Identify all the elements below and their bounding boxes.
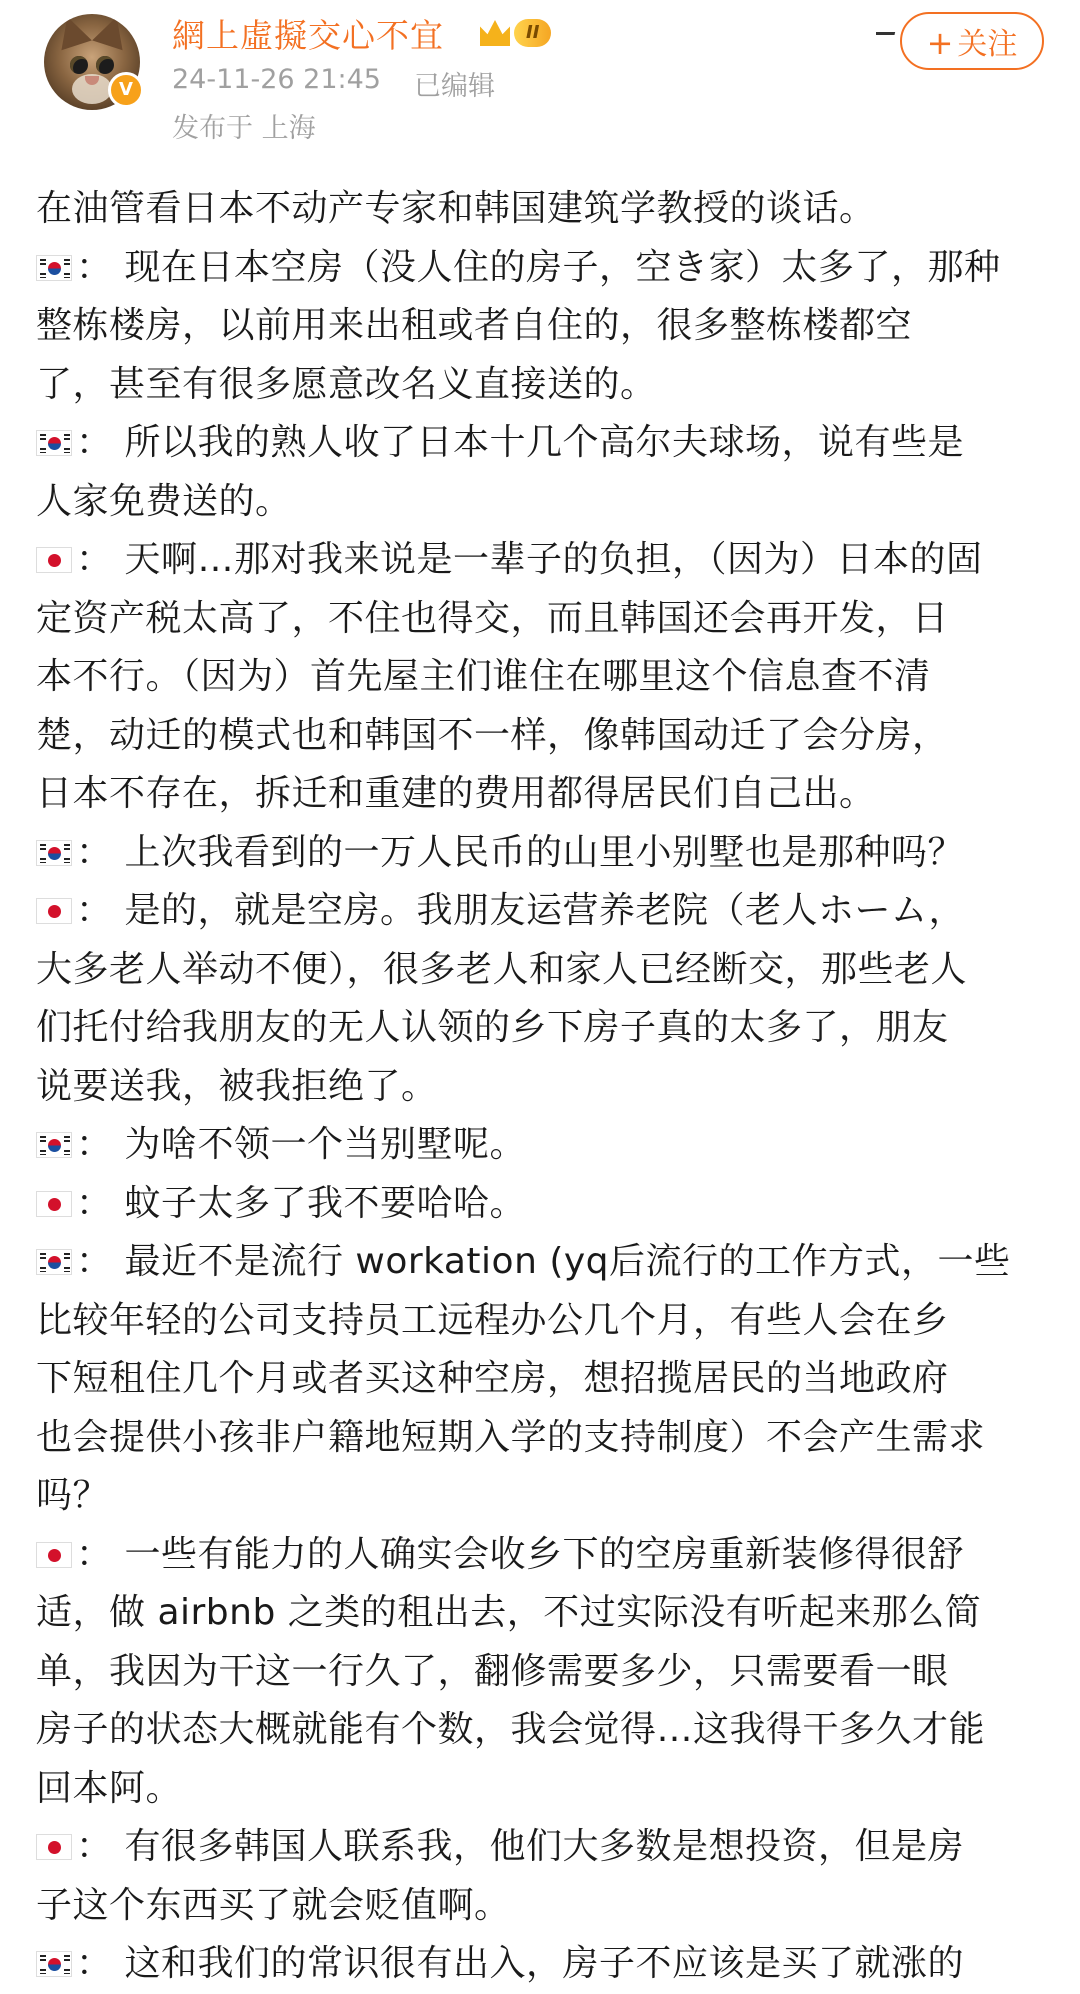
post-line [36,824,1046,883]
level-badge[interactable] [478,16,551,50]
post-line [36,1701,1046,1760]
post-line-text: 人家免费送的。 [36,480,292,522]
avatar-eye [96,56,114,74]
post-line-text: 子这个东西买了就会贬值啊。 [36,1884,511,1926]
post-line [36,356,1046,415]
post-line [36,1116,1046,1175]
post-line [36,180,1046,239]
japan-flag-icon [36,547,72,573]
post-timestamp: 24-11-26 21:45 [172,64,381,95]
post-line [36,531,1046,590]
post-line-text: 了，甚至有很多愿意改名义直接送的。 [36,363,657,405]
japan-flag-icon [36,1191,72,1217]
japan-flag-icon [36,898,72,924]
korea-flag-icon [36,1951,72,1977]
post-line [36,1467,1046,1526]
post-line [36,1584,1046,1643]
japan-flag-icon [36,1542,72,1568]
post-line [36,473,1046,532]
post-line [36,882,1046,941]
post-line [36,1526,1046,1585]
post-line-text: 在油管看日本不动产专家和韩国建筑学教授的谈话。 [36,188,876,229]
post-line-text: ： 有很多韩国人联系我，他们大多数是想投资，但是房 [76,1826,964,1867]
avatar-ear [92,14,132,50]
post-line-text: 定资产税太高了，不住也得交，而且韩国还会再开发，日 [36,597,949,639]
post-line [36,297,1046,356]
post-header [0,0,1080,165]
post-line [36,1292,1046,1351]
post-body [36,180,1046,1994]
korea-flag-icon [36,1249,72,1275]
avatar-ear [52,14,92,50]
post-line-text: 下短租住几个月或者买这种空房，想招揽居民的当地政府 [36,1358,949,1399]
post-line-text: 楚，动迁的模式也和韩国不一样，像韩国动迁了会分房， [36,714,949,756]
post-line [36,707,1046,766]
level-label: II [514,19,551,47]
post-line [36,1233,1046,1292]
plus-icon: + [926,24,954,62]
post-line [36,1350,1046,1409]
post-line [36,1058,1046,1117]
avatar-eye [70,56,88,74]
korea-flag-icon [36,1132,72,1158]
post-line-text: ： 现在日本空房（没人住的房子，空き家）太多了，那种 [76,246,1001,288]
post-line-text: ： 所以我的熟人收了日本十几个高尔夫球场，说有些是 [76,422,964,463]
post-line [36,1877,1046,1936]
verified-badge-icon: V [108,72,144,108]
post-line [36,765,1046,824]
post-location: 发布于 上海 [172,113,316,144]
post-line-text: 房子的状态大概就能有个数，我会觉得…这我得干多久才能 [36,1709,986,1750]
korea-flag-icon [36,430,72,456]
username[interactable]: 網上虛擬交心不宜 [172,16,444,55]
edited-label[interactable]: 已编辑 [414,71,495,102]
post-line-text: 适，做 airbnb 之类的租出去，不过实际没有听起来那么简 [36,1592,982,1633]
korea-flag-icon [36,255,72,281]
post-line-text: ： 上次我看到的一万人民币的山里小别墅也是那种吗？ [76,831,964,873]
follow-label: 关注 [957,27,1018,62]
korea-flag-icon [36,840,72,866]
post-line-text: 大多老人举动不便），很多老人和家人已经断交，那些老人 [36,948,968,990]
post-line [36,1175,1046,1234]
follow-button[interactable] [900,12,1044,70]
crown-icon [478,16,512,50]
post-line [36,590,1046,649]
post-line [36,1935,1046,1994]
post-line-text: ： 为啥不领一个当别墅呢。 [76,1124,526,1165]
post-line-text: ： 蚊子太多了我不要哈哈。 [76,1182,526,1224]
post-line-text: 单，我因为干这一行久了，翻修需要多少，只需要看一眼 [36,1650,949,1692]
post-line-text: ： 最近不是流行 workation (yq后流行的工作方式，一些 [76,1241,1011,1282]
post-line [36,941,1046,1000]
post-line [36,1409,1046,1468]
post-line-text: ： 这和我们的常识很有出入，房子不应该是买了就涨的 [76,1943,964,1984]
post-line [36,239,1046,298]
japan-flag-icon [36,1834,72,1860]
post-line [36,1760,1046,1819]
post-line-text: ： 一些有能力的人确实会收乡下的空房重新装修得很舒 [76,1533,964,1575]
post-line-text: 们托付给我朋友的无人认领的乡下房子真的太多了，朋友 [36,1007,949,1048]
post-line-text: 本不行。（因为）首先屋主们谁住在哪里这个信息查不清 [36,656,931,697]
post-line-text: 比较年轻的公司支持员工远程办公几个月，有些人会在乡 [36,1299,949,1341]
post-line-text: 说要送我，被我拒绝了。 [36,1065,438,1107]
post-line-text: 也会提供小孩非户籍地短期入学的支持制度）不会产生需求 [36,1416,986,1458]
post-line-text: 整栋楼房，以前用来出租或者自住的，很多整栋楼都空 [36,305,913,346]
post-line-text: 日本不存在，拆迁和重建的费用都得居民们自己出。 [36,773,876,814]
post-line [36,999,1046,1058]
post-line-text: 回本阿。 [36,1767,183,1809]
post-line-text: 吗？ [36,1475,110,1516]
post-line [36,648,1046,707]
post-line [36,1818,1046,1877]
post-line [36,1643,1046,1702]
post-line-text: ： 是的，就是空房。我朋友运营养老院（老人ホーム， [76,890,966,931]
post-line-text: ： 天啊…那对我来说是一辈子的负担，（因为）日本的固 [76,539,983,580]
post-line [36,414,1046,473]
